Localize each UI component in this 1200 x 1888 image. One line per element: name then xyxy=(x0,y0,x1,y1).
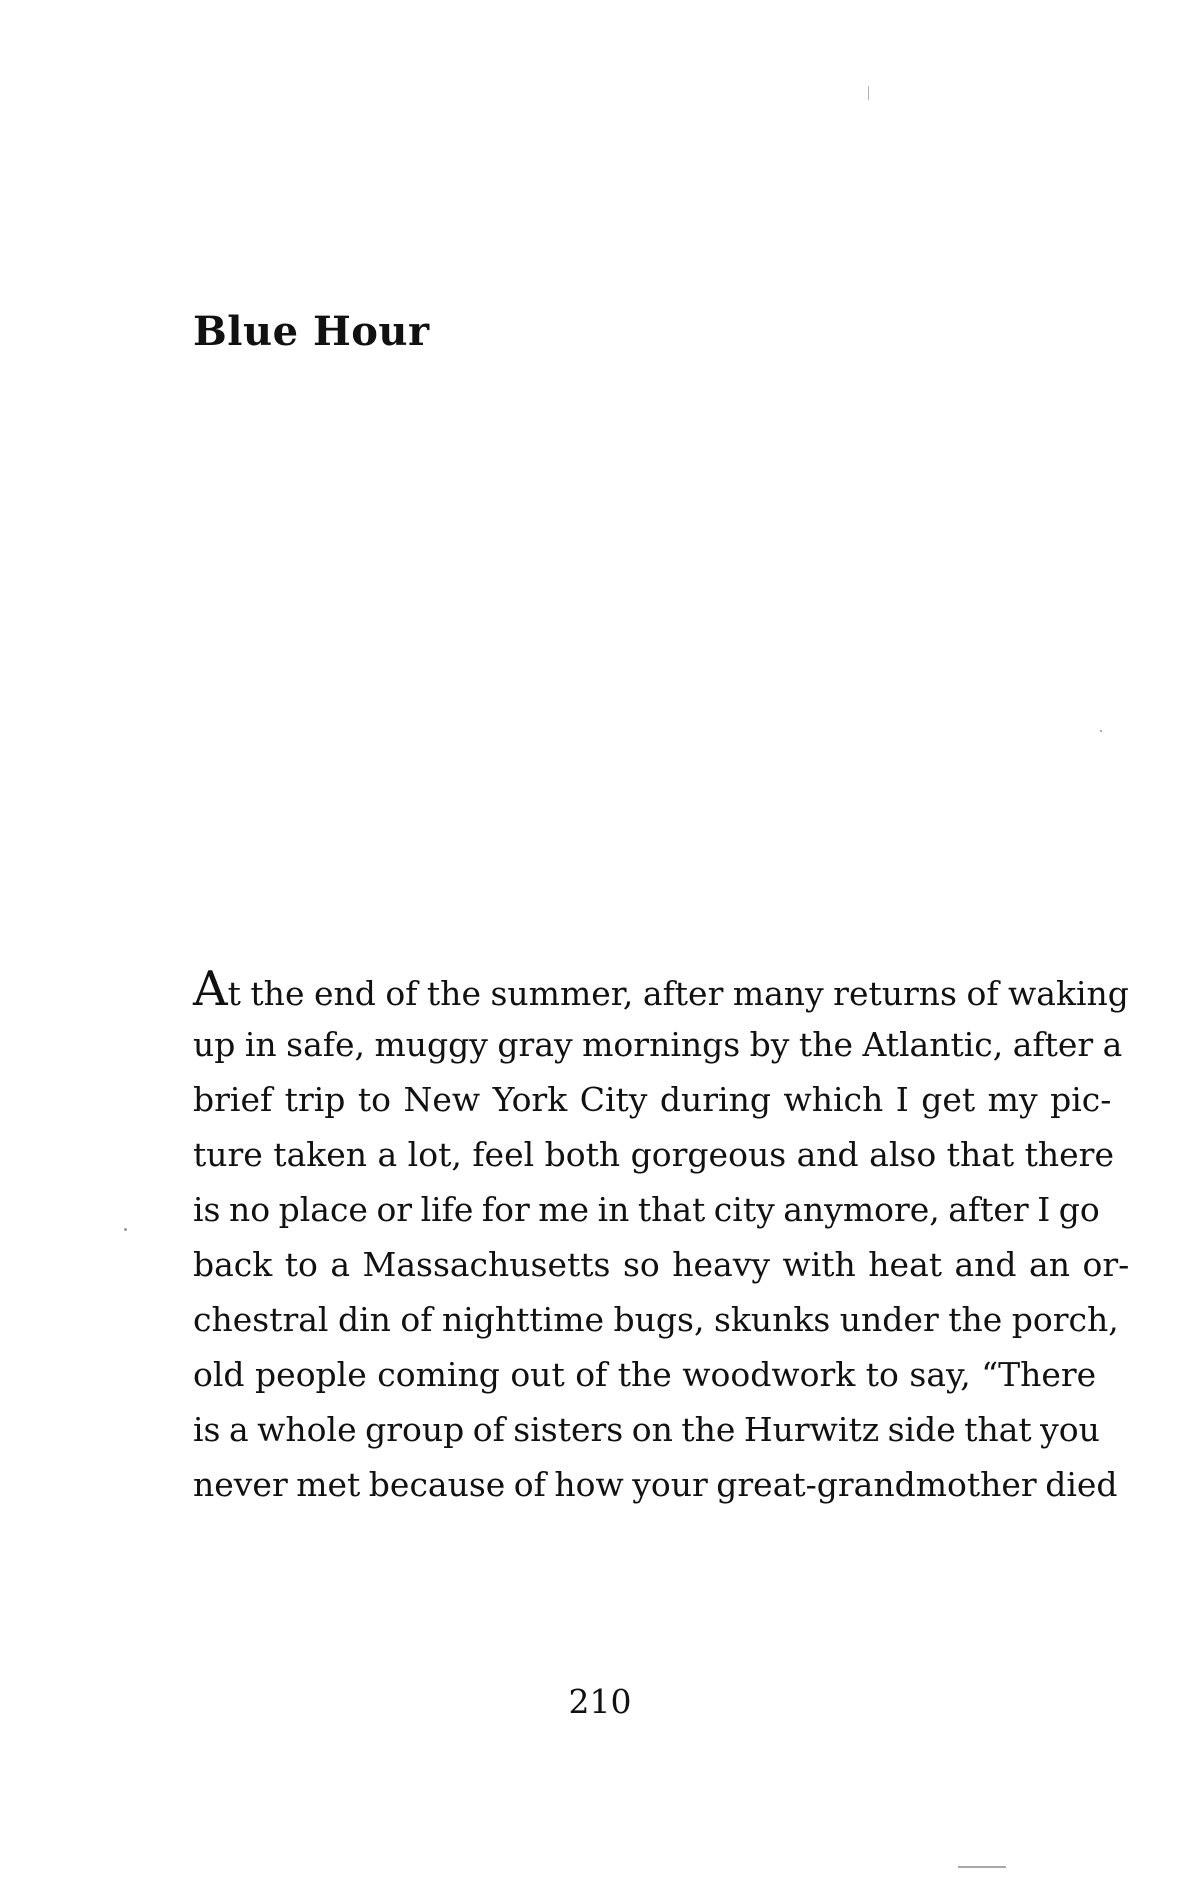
text-line: chestral din of nighttime bugs, skunks under the porch, xyxy=(193,1300,1119,1339)
drop-cap: A xyxy=(193,961,228,1017)
text-line: back to a Massachusetts so heavy with heat and an or- xyxy=(193,1245,1130,1284)
page-number: 210 xyxy=(568,1682,632,1721)
text-line: never met because of how your great-grandmother died xyxy=(193,1465,1118,1504)
text-line: is no place or life for me in that city anymore, after I go xyxy=(193,1190,1100,1229)
scan-edge-mark xyxy=(958,1866,1006,1878)
text-line: old people coming out of the woodwork to say, “There xyxy=(193,1355,1097,1394)
scan-speck xyxy=(124,1228,127,1231)
text-line: brief trip to New York City during which I get my pic- xyxy=(193,1080,1112,1119)
text-line: is a whole group of sisters on the Hurwitz side that you xyxy=(193,1410,1100,1449)
text-line: ture taken a lot, feel both gorgeous and also that there xyxy=(193,1135,1114,1174)
first-line-text: t the end of the summer, after many returns of waking xyxy=(227,974,1129,1013)
scan-tick-mark xyxy=(868,86,869,100)
body-paragraph xyxy=(193,961,1130,1512)
scan-speck xyxy=(1100,730,1102,732)
text-line xyxy=(193,961,1129,1017)
text-line: up in safe, muggy gray mornings by the Atlantic, after a xyxy=(193,1025,1123,1064)
chapter-title: Blue Hour xyxy=(193,308,430,355)
